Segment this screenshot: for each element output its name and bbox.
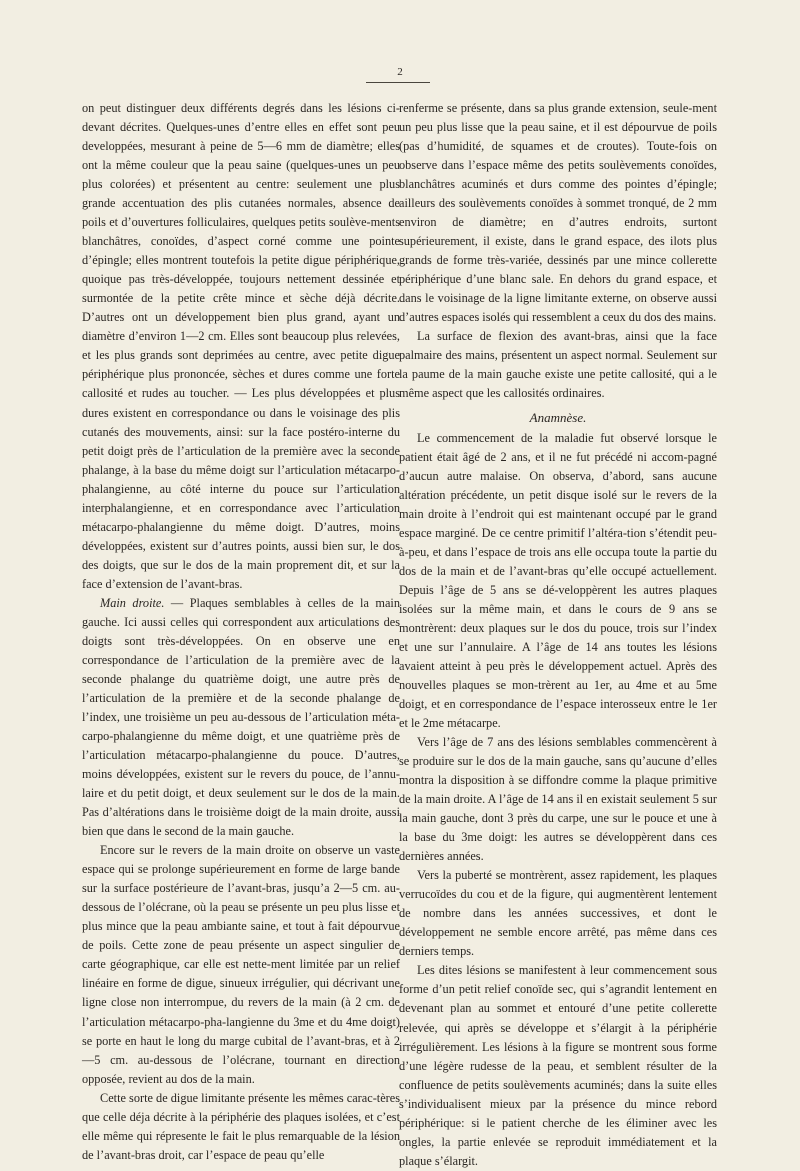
header-rule	[366, 82, 430, 83]
paragraph-lead: Main droite.	[100, 595, 165, 610]
paragraph	[82, 594, 400, 841]
paragraph: Vers l’âge de 7 ans des lésions semblables commencèrent à se produire sur le dos de la main gauche, sans qu’aucune d’elles montra la disposition à se diffondre comme la plaque primitive de la main droite. A l’âge de 14 ans il en existait seulement 5 sur la main gauche, dont 3 près du carpe, une sur le pouce et une à la base du 3me doigt: les autres se développèrent dans ces dernières années.	[399, 735, 717, 864]
page-number: 2	[397, 66, 403, 78]
paragraph: Cette sorte de digue limitante présente les mêmes carac-tères que celle déja décrite à la périphérie des plaques isolées, et c’est elle même qui répresente le fait le plus remarquable de la lésion de l’avant-bras droit, car l’espace de peau qu’elle	[82, 1090, 400, 1162]
paragraph: Les dites lésions se manifestent à leur commencement sous forme d’un petit relief conoïde sec, qui s’agrandit lentement en devenant plan au sommet et entouré d’une petite collerette relevée, qui après se développe et s’élargit à la périphérie irrégulièrement. Les lésions à la figure se montrent sous forme d’une légère rudesse de la peau, et semblent résulter de la confluence de petits soulèvements acuminés; dans la suite elles s’individualisent mieux par la présence du mince rebord périphérique: si le patient cherche de les éliminer avec les ongles, la partie enlevée se reproduit immédiatement et la plaque s’élargit.	[399, 963, 717, 1168]
paragraph: La surface de flexion des avant-bras, ainsi que la face palmaire des mains, présentent un aspect normal. Seulement sur la paume de la main gauche existe une petite callosité, qui a le même aspect que les callosités ordinaires.	[399, 329, 717, 401]
left-column	[82, 99, 400, 1165]
paragraph-body: — Plaques semblables à celles de la main gauche. Ici aussi celles qui correspondent aux articulations des doigts sont très-développées. On en observe une en correspondance de l’articulation de la première avec de la seconde phalange du quatrième doigt, une autre près de l’articulation de la première et de la seconde phalange de l’index, une troisième un peu au-dessous de l’articulation méta-carpo-phalangienne du même doigt, et une quatrième près de l’articulation métacarpo-phalangienne du pouce. D’autres, moins développées, existent sur le revers du pouce, de l’annu-laire et du petit doigt, et deux seulement sur le dos de la main. Pas d’altérations dans le troisième doigt de la main droite, aussi bien que dans le second de la main gauche.	[82, 595, 400, 839]
paragraph: on peut distinguer deux différents degrés dans les lésions ci-devant décrites. Quelques-unes d’entre elles en effet sont peu developpées, mesurant à peine de 5—6 mm de diamètre; elles ont la même couleur que la peau saine (quelques-unes un peu plus colorées) et présentent au centre: seulement une plus grande accentuation des plis cutanées normales, absence de poils et d’ouvertures folliculaires, quelques petits soulève-ments blanchâtres, conoïdes, d’aspect corné comme une pointe d’épingle; elles montrent toutefois la petite digue périphérique, quoique pas très-développée, toujours nettement dessinée et surmontée de la petite crête mince et sèche déjà décrite. D’autres ont un développement bien plus grand, ayant un diamètre d’environ 1—2 cm. Elles sont beaucoup plus relevées, et les plus grands sont deprimées au centre, avec petite digue périphérique plus prononcée, sèches et dures comme une forte callosité et rudes au toucher. — Les plus développées et plus dures existent en correspondance ou dans le voisinage des plis cutanés des mouvements, ainsi: sur la face postéro-interne du petit doigt près de l’articulation de la première avec la seconde phalange, à la base du même doigt sur l’articulation métacarpo-phalangienne, au côté interne du pouce sur l’articulation interphalangienne, et en correspondance avec l’articulation métacarpo-phalangienne du même doigt. D’autres, moins développées, existent sur d’autres points, aussi bien sur, le dos des doigts, que sur le dos de la main proprement dit, et sur la face d’extension de l’avant-bras.	[82, 101, 400, 591]
paragraph: Le commencement de la maladie fut observé lorsque le patient était âgé de 2 ans, et il ne fut précédé ni accom-pagné d’aucun autre malaise. On observa, d’abord, sans aucune altération précédente, un petit disque isolé sur le revers de la main droite à l’endroit qui est maintenant occupé par le grand espace marginé. De ce centre primitif l’altéra-tion s’étendit peu-à-peu, et dans l’espace de trois ans elle occupa toute la partie du dos de la main et de l’avant-bras qu’elle occupé actuellement. Depuis l’âge de 5 ans se dé-veloppèrent les autres plaques isolées sur la même main, et dans le cours de 9 ans se montrèrent: deux plaques sur le dos du pouce, trois sur l’index et une sur l’annulaire. A l’âge de 14 ans toutes les lésions avaient atteint à peu près le développement actuel. Après des nouvelles plaques se mon-trèrent au 1er, au 4me et au 5me doigt, et en correspondance de l’espace interosseux entre le 1er et le 2me métacarpe.	[399, 430, 717, 730]
section-heading: Anamnèse.	[529, 409, 587, 425]
paragraph: Vers la puberté se montrèrent, assez rapidement, les plaques verrucoïdes du cou et de la figure, qui augmentèrent lentement de nombre dans les années successives, et dont le développement ne semble encore arrêté, pas même dans ces derniers temps.	[399, 868, 717, 959]
paragraph: Encore sur le revers de la main droite on observe un vaste espace qui se prolonge supérieurement en forme de large bande sur la surface postérieure de l’avant-bras, jusqu’a 2—5 cm. au-dessous de l’olécrane, où la peau se présente un peu plus lisse et plus mince que la peau ambiante saine, et tout à fait dépourvue de poils. Cette zone de peau présente un aspect singulier de carte géographique, car elle est nette-ment limitée par un relief linéaire en forme de digue, sinueux irrégulier, qui décrivant une ligne close non interrompue, du revers de la main (à 2 cm. de l’articulation métacarpo-pha-langienne du 3me et du 4me doigt) se porte en haut le long du marge cubital de l’avant-bras, et à 2—5 cm. au-dessous de l’olécrane, tournant en direction opposée, revient au dos de la main.	[82, 843, 400, 1086]
right-column	[399, 99, 717, 1171]
paragraph: renferme se présente, dans sa plus grande extension, seule-ment un peu plus lisse que la peau saine, et il est dépourvue de poils (pas d’humidité, de squames et de croutes). Toute-fois on observe dans l’espace même des petits soulèvements conoïdes, blanchâtres acuminés et durs comme des pointes d’épingle; ailleurs des soulèvements conoïdes à sommet tronqué, de 2 mm environ de diamètre; en d’autres endroits, surtont supérieurement, il existe, dans le grand espace, des ilots plus grands de forme très-variée, dessinés par une mince collerette périphérique d’une blanc sale. En dehors du grand espace, et dans le voisinage de la ligne limitante externe, on observe aussi d’autres espaces isolés qui ressemblent a ceux du dos des mains.	[399, 101, 717, 325]
